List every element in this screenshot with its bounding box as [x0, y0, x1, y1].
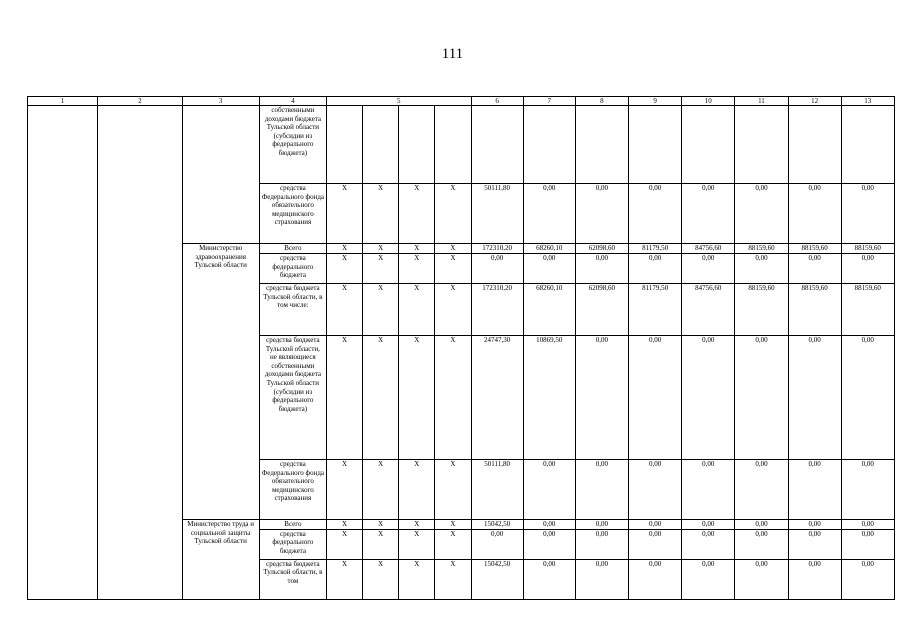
value-cell: 0,00: [735, 254, 788, 284]
value-cell: 0,00: [788, 254, 841, 284]
value-cell: 0,00: [735, 529, 788, 559]
value-cell: 50111,80: [471, 184, 523, 244]
value-cell: 0,00: [735, 460, 788, 520]
x-cell: X: [363, 184, 399, 244]
value-cell: 62098,60: [575, 284, 628, 336]
x-cell: X: [435, 244, 471, 254]
x-cell: X: [327, 336, 363, 460]
x-cell: X: [435, 529, 471, 559]
value-cell: 0,00: [788, 184, 841, 244]
value-cell: 0,00: [575, 559, 628, 599]
col4-cell: средства Федерального фонда обязательного медицинского страхования: [259, 460, 326, 520]
header-row: [28, 97, 895, 106]
x-cell: X: [327, 559, 363, 599]
header-cell: 12: [788, 97, 841, 106]
ministry-health-cell: Министерство здравоохранения Тульской области: [182, 244, 259, 520]
x-cell: X: [435, 336, 471, 460]
value-cell: 0,00: [575, 460, 628, 520]
value-cell: 0,00: [523, 559, 575, 599]
value-cell: 0,00: [471, 254, 523, 284]
value-cell: 0,00: [841, 336, 894, 460]
x-cell: X: [435, 559, 471, 599]
value-cell: 88159,60: [788, 244, 841, 254]
value-cell: 68260,10: [523, 284, 575, 336]
x-cell: X: [327, 244, 363, 254]
value-cell: 15042,50: [471, 559, 523, 599]
col5a-cell: [327, 106, 363, 184]
col9-cell: [629, 106, 682, 184]
value-cell: 0,00: [841, 460, 894, 520]
x-cell: X: [435, 284, 471, 336]
x-cell: X: [435, 254, 471, 284]
col4-cell: Всего: [259, 244, 326, 254]
x-cell: X: [363, 284, 399, 336]
col4-cell: средства бюджета Тульской области, не являющиеся собственными доходами бюджета Тульской области (субсидии из федерального бюджета): [259, 336, 326, 460]
value-cell: 88159,60: [735, 244, 788, 254]
value-cell: 68260,10: [523, 244, 575, 254]
col4-cell: средства федерального бюджета: [259, 529, 326, 559]
value-cell: 0,00: [841, 529, 894, 559]
value-cell: 0,00: [629, 336, 682, 460]
header-cell: 4: [259, 97, 326, 106]
value-cell: 0,00: [629, 520, 682, 530]
value-cell: 0,00: [523, 520, 575, 530]
x-cell: X: [327, 284, 363, 336]
value-cell: 0,00: [575, 336, 628, 460]
header-cell: 11: [735, 97, 788, 106]
x-cell: X: [327, 460, 363, 520]
header-cell: 10: [682, 97, 735, 106]
value-cell: 0,00: [735, 184, 788, 244]
value-cell: 88159,60: [788, 284, 841, 336]
col11-cell: [735, 106, 788, 184]
value-cell: 0,00: [735, 559, 788, 599]
col8-cell: [575, 106, 628, 184]
x-cell: X: [363, 460, 399, 520]
value-cell: 172310,20: [471, 284, 523, 336]
x-cell: X: [399, 244, 435, 254]
header-cell: 9: [629, 97, 682, 106]
col6-cell: [471, 106, 523, 184]
value-cell: 0,00: [523, 460, 575, 520]
value-cell: 0,00: [575, 529, 628, 559]
value-cell: 0,00: [629, 559, 682, 599]
value-cell: 88159,60: [841, 244, 894, 254]
x-cell: X: [399, 520, 435, 530]
col13-cell: [841, 106, 894, 184]
header-cell: 7: [523, 97, 575, 106]
value-cell: 88159,60: [735, 284, 788, 336]
value-cell: 0,00: [629, 254, 682, 284]
x-cell: X: [363, 529, 399, 559]
x-cell: X: [363, 559, 399, 599]
x-cell: X: [435, 520, 471, 530]
x-cell: X: [327, 254, 363, 284]
header-cell: 5: [327, 97, 472, 106]
col5c-cell: [399, 106, 435, 184]
value-cell: 0,00: [523, 529, 575, 559]
value-cell: 0,00: [788, 559, 841, 599]
value-cell: 0,00: [682, 529, 735, 559]
value-cell: 0,00: [788, 336, 841, 460]
x-cell: X: [327, 520, 363, 530]
value-cell: 0,00: [629, 184, 682, 244]
value-cell: 0,00: [682, 254, 735, 284]
x-cell: X: [435, 184, 471, 244]
x-cell: X: [399, 254, 435, 284]
header-cell: 3: [182, 97, 259, 106]
header-cell: 6: [471, 97, 523, 106]
value-cell: 88159,60: [841, 284, 894, 336]
x-cell: X: [399, 559, 435, 599]
value-cell: 0,00: [471, 529, 523, 559]
x-cell: X: [399, 336, 435, 460]
header-cell: 13: [841, 97, 894, 106]
col12-cell: [788, 106, 841, 184]
x-cell: X: [363, 244, 399, 254]
col4-cell: средства федерального бюджета: [259, 254, 326, 284]
value-cell: 172310,20: [471, 244, 523, 254]
col10-cell: [682, 106, 735, 184]
value-cell: 0,00: [788, 529, 841, 559]
col4-cell: собственными доходами бюджета Тульской области (субсидии из федерального бюджета): [259, 106, 326, 184]
col7-cell: [523, 106, 575, 184]
value-cell: 81179,50: [629, 284, 682, 336]
value-cell: 0,00: [682, 520, 735, 530]
x-cell: X: [399, 284, 435, 336]
col5b-cell: [363, 106, 399, 184]
x-cell: X: [363, 254, 399, 284]
value-cell: 0,00: [841, 184, 894, 244]
page-number: 111: [441, 46, 464, 62]
value-cell: 0,00: [735, 520, 788, 530]
value-cell: 0,00: [735, 336, 788, 460]
value-cell: 81179,50: [629, 244, 682, 254]
value-cell: 0,00: [682, 559, 735, 599]
value-cell: 0,00: [841, 520, 894, 530]
value-cell: 0,00: [523, 184, 575, 244]
col4-cell: средства бюджета Тульской области, в том числе:: [259, 284, 326, 336]
value-cell: 15042,50: [471, 520, 523, 530]
table-row: [28, 106, 895, 184]
header-cell: 8: [575, 97, 628, 106]
col4-cell: Всего: [259, 520, 326, 530]
x-cell: X: [399, 460, 435, 520]
value-cell: 0,00: [841, 559, 894, 599]
col4-cell: средства Федерального фонда обязательного медицинского страхования: [259, 184, 326, 244]
value-cell: 0,00: [788, 520, 841, 530]
value-cell: 0,00: [682, 184, 735, 244]
ministry-labor-cell: Министерство труда и социальной защиты Тульской области: [182, 520, 259, 600]
x-cell: X: [363, 336, 399, 460]
x-cell: X: [327, 529, 363, 559]
value-cell: 24747,30: [471, 336, 523, 460]
value-cell: 0,00: [575, 254, 628, 284]
col3-cell: [182, 106, 259, 244]
header-cell: 2: [98, 97, 182, 106]
value-cell: 84756,60: [682, 284, 735, 336]
value-cell: 0,00: [629, 460, 682, 520]
value-cell: 62098,60: [575, 244, 628, 254]
value-cell: 84756,60: [682, 244, 735, 254]
value-cell: 0,00: [575, 520, 628, 530]
x-cell: X: [399, 529, 435, 559]
col5d-cell: [435, 106, 471, 184]
budget-table: [27, 96, 895, 600]
x-cell: X: [435, 460, 471, 520]
col2-cell: [98, 106, 182, 600]
value-cell: 0,00: [788, 460, 841, 520]
value-cell: 0,00: [682, 336, 735, 460]
x-cell: X: [327, 184, 363, 244]
value-cell: 10869,50: [523, 336, 575, 460]
value-cell: 0,00: [682, 460, 735, 520]
value-cell: 50111,80: [471, 460, 523, 520]
value-cell: 0,00: [523, 254, 575, 284]
header-cell: 1: [28, 97, 98, 106]
value-cell: 0,00: [629, 529, 682, 559]
value-cell: 0,00: [841, 254, 894, 284]
col4-cell: средства бюджета Тульской области, в том: [259, 559, 326, 599]
x-cell: X: [363, 520, 399, 530]
value-cell: 0,00: [575, 184, 628, 244]
col1-cell: [28, 106, 98, 600]
x-cell: X: [399, 184, 435, 244]
